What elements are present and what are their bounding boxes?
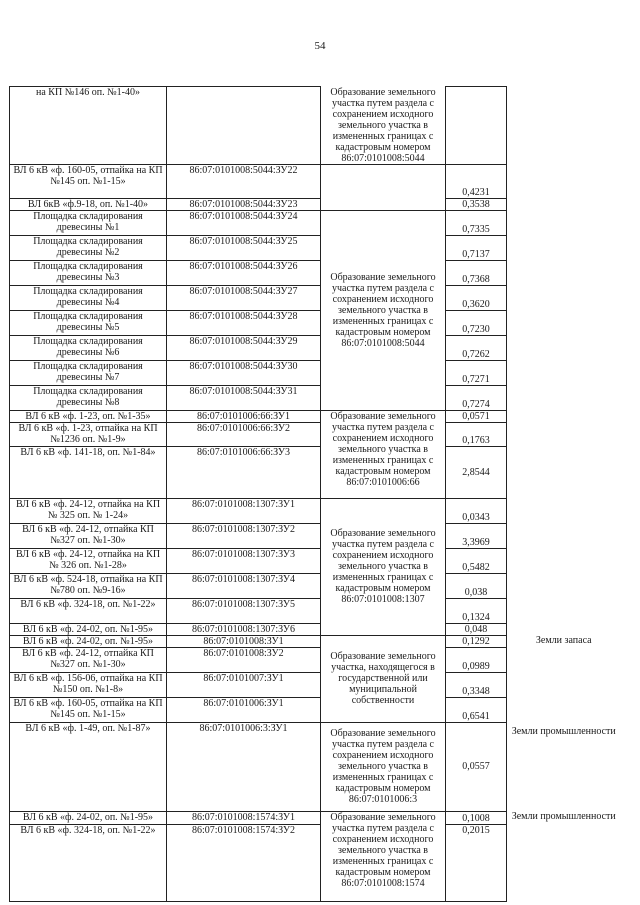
empty-category [507, 285, 621, 310]
formation-method: Образование земельного участка путем раздела с сохранением исходного земельного участка в измененных границах с кадастровым номером 86:07:0101006:66 [321, 410, 446, 498]
empty-category [507, 385, 621, 410]
table-row [10, 410, 621, 422]
area-value: 0,3620 [446, 285, 507, 310]
plot-name: на КП №146 оп. №1-40» [10, 87, 167, 165]
table-row [10, 548, 621, 573]
cadastral-number: 86:07:0101008:ЗУ2 [167, 647, 321, 672]
plot-name: ВЛ 6 кВ «ф. 24-12, отпайка КП №327 оп. №1-30» [10, 647, 167, 672]
table-row [10, 210, 621, 235]
plot-name: Площадка складирования древесины №2 [10, 235, 167, 260]
area-value: 0,1008 [446, 811, 507, 824]
plot-name: ВЛ 6 кВ «ф. 1-49, оп. №1-87» [10, 722, 167, 811]
empty-category [507, 235, 621, 260]
cadastral-number: 86:07:0101008:5044:ЗУ26 [167, 260, 321, 285]
area-value: 3,3969 [446, 523, 507, 548]
cadastral-number: 86:07:0101008:1307:ЗУ6 [167, 623, 321, 635]
table-row [10, 87, 621, 165]
empty-category [507, 260, 621, 285]
plot-name: ВЛ 6 кВ «ф. 1-23, оп. №1-35» [10, 410, 167, 422]
empty-category [507, 164, 621, 198]
cadastral-number: 86:07:0101006:3:ЗУ1 [167, 722, 321, 811]
table-row [10, 647, 621, 672]
cadastral-number: 86:07:0101008:1574:ЗУ2 [167, 824, 321, 901]
area-value: 0,7262 [446, 335, 507, 360]
plot-name: ВЛ 6 кВ «ф. 160-05, отпайка на КП №145 оп. №1-15» [10, 164, 167, 198]
area-value: 0,048 [446, 623, 507, 635]
formation-method: Образование земельного участка путем раздела с сохранением исходного земельного участка в измененных границах с кадастровым номером 86:07:0101008:5044 [321, 87, 446, 165]
plot-name: ВЛ 6 кВ «ф. 160-05, отпайка на КП №145 оп. №1-15» [10, 697, 167, 722]
plot-name: ВЛ 6 кВ «ф. 24-12, отпайка на КП № 325 оп. № 1-24» [10, 498, 167, 523]
area-value: 0,0989 [446, 647, 507, 672]
area-value: 0,6541 [446, 697, 507, 722]
empty-category [507, 548, 621, 573]
plot-name: ВЛ 6кВ «ф.9-18, оп. №1-40» [10, 198, 167, 210]
cadastral-number: 86:07:0101006:66:ЗУ1 [167, 410, 321, 422]
cadastral-number: 86:07:0101008:1307:ЗУ3 [167, 548, 321, 573]
cadastral-number: 86:07:0101008:5044:ЗУ27 [167, 285, 321, 310]
cadastral-number: 86:07:0101008:5044:ЗУ25 [167, 235, 321, 260]
plot-name: Площадка складирования древесины №5 [10, 310, 167, 335]
table-row [10, 285, 621, 310]
table-row [10, 335, 621, 360]
table-row [10, 164, 621, 198]
empty-category [507, 87, 621, 165]
plot-name: ВЛ 6 кВ «ф. 141-18, оп. №1-84» [10, 446, 167, 498]
area-value: 2,8544 [446, 446, 507, 498]
table-row [10, 385, 621, 410]
area-value [446, 87, 507, 165]
formation-method: Образование земельного участка путем раздела с сохранением исходного земельного участка в измененных границах с кадастровым номером 86:07:0101008:1574 [321, 811, 446, 901]
table-row [10, 697, 621, 722]
plot-name: Площадка складирования древесины №1 [10, 210, 167, 235]
cadastral-number: 86:07:0101008:ЗУ1 [167, 635, 321, 647]
plot-name: ВЛ 6 кВ «ф. 24-02, оп. №1-95» [10, 635, 167, 647]
table-row [10, 672, 621, 697]
table-row [10, 523, 621, 548]
empty-category [507, 697, 621, 722]
area-value: 0,0571 [446, 410, 507, 422]
empty-category [507, 647, 621, 672]
plot-name: ВЛ 6 кВ «ф. 1-23, отпайка на КП №1236 оп. №1-9» [10, 422, 167, 446]
area-value: 0,1324 [446, 598, 507, 623]
area-value: 0,7137 [446, 235, 507, 260]
table-row [10, 498, 621, 523]
area-value: 0,038 [446, 573, 507, 598]
cadastral-number: 86:07:0101008:1307:ЗУ2 [167, 523, 321, 548]
area-value: 0,0343 [446, 498, 507, 523]
empty-category [507, 523, 621, 548]
plot-name: ВЛ 6 кВ «ф. 524-18, отпайка на КП №780 оп. №9-16» [10, 573, 167, 598]
table-row [10, 722, 621, 811]
empty-category [507, 410, 621, 422]
table-row [10, 598, 621, 623]
land-category: Земли запаса [535, 635, 592, 646]
table-row [10, 198, 621, 210]
plot-name: Площадка складирования древесины №4 [10, 285, 167, 310]
plot-name: Площадка складирования древесины №8 [10, 385, 167, 410]
page-number: 54 [314, 40, 326, 52]
formation-method: Образование земельного участка путем раздела с сохранением исходного земельного участка в измененных границах с кадастровым номером 86:07:0101008:1307 [321, 498, 446, 635]
cadastral-number: 86:07:0101008:5044:ЗУ31 [167, 385, 321, 410]
land-category: Земли промышленности [511, 811, 616, 822]
plot-name: ВЛ 6 кВ «ф. 24-02, оп. №1-95» [10, 623, 167, 635]
empty-category [507, 310, 621, 335]
empty-category [507, 598, 621, 623]
plot-name: ВЛ 6 кВ «ф. 156-06, отпайка на КП №150 оп. №1-8» [10, 672, 167, 697]
plot-name: ВЛ 6 кВ «ф. 24-12, отпайка на КП № 326 оп. №1-28» [10, 548, 167, 573]
area-value: 0,1763 [446, 422, 507, 446]
formation-method: Образование земельного участка путем раздела с сохранением исходного земельного участка в измененных границах с кадастровым номером 86:07:0101006:3 [321, 722, 446, 811]
area-value: 0,2015 [446, 824, 507, 901]
formation-method-empty [321, 164, 446, 210]
table-row [10, 811, 621, 824]
formation-method: Образование земельного участка путем раздела с сохранением исходного земельного участка в измененных границах с кадастровым номером 86:07:0101008:5044 [321, 210, 446, 410]
area-value: 0,7335 [446, 210, 507, 235]
table-row [10, 623, 621, 635]
area-value: 0,5482 [446, 548, 507, 573]
table-row [10, 422, 621, 446]
empty-category [507, 623, 621, 635]
cadastral-number: 86:07:0101007:ЗУ1 [167, 672, 321, 697]
empty-category [507, 446, 621, 498]
table-row [10, 573, 621, 598]
plot-name: ВЛ 6 кВ «ф. 24-02, оп. №1-95» [10, 811, 167, 824]
cadastral-number: 86:07:0101008:1307:ЗУ5 [167, 598, 321, 623]
empty-category [507, 573, 621, 598]
land-plots-table [9, 86, 621, 902]
cadastral-number: 86:07:0101008:1307:ЗУ4 [167, 573, 321, 598]
empty-category [507, 498, 621, 523]
plot-name: ВЛ 6 кВ «ф. 24-12, отпайка КП №327 оп. №1-30» [10, 523, 167, 548]
cadastral-number: 86:07:0101006:66:ЗУ2 [167, 422, 321, 446]
table-row [10, 235, 621, 260]
land-category: Земли промышленности [511, 726, 616, 737]
area-value: 0,1292 [446, 635, 507, 647]
cadastral-number: 86:07:0101008:5044:ЗУ24 [167, 210, 321, 235]
empty-category [507, 672, 621, 697]
area-value: 0,4231 [446, 164, 507, 198]
table-row [10, 635, 621, 647]
plot-name: Площадка складирования древесины №7 [10, 360, 167, 385]
area-value: 0,0557 [446, 722, 507, 811]
area-value: 0,7230 [446, 310, 507, 335]
plot-name: ВЛ 6 кВ «ф. 324-18, оп. №1-22» [10, 598, 167, 623]
area-value: 0,7271 [446, 360, 507, 385]
empty-category [507, 198, 621, 210]
empty-category [507, 210, 621, 235]
cadastral-number: 86:07:0101008:5044:ЗУ29 [167, 335, 321, 360]
cadastral-number: 86:07:0101008:1307:ЗУ1 [167, 498, 321, 523]
cadastral-number: 86:07:0101008:1574:ЗУ1 [167, 811, 321, 824]
empty-category [507, 360, 621, 385]
area-value: 0,3348 [446, 672, 507, 697]
table-row [10, 360, 621, 385]
table-row [10, 260, 621, 285]
area-value: 0,3538 [446, 198, 507, 210]
cadastral-number: 86:07:0101008:5044:ЗУ22 [167, 164, 321, 198]
cadastral-number: 86:07:0101006:ЗУ1 [167, 697, 321, 722]
area-value: 0,7274 [446, 385, 507, 410]
cadastral-number: 86:07:0101008:5044:ЗУ28 [167, 310, 321, 335]
plot-name: Площадка складирования древесины №6 [10, 335, 167, 360]
plot-name: ВЛ 6 кВ «ф. 324-18, оп. №1-22» [10, 824, 167, 901]
cadastral-number [167, 87, 321, 165]
table-row [10, 310, 621, 335]
cadastral-number: 86:07:0101008:5044:ЗУ30 [167, 360, 321, 385]
table-row [10, 446, 621, 498]
cadastral-number: 86:07:0101008:5044:ЗУ23 [167, 198, 321, 210]
formation-method: Образование земельного участка, находящегося в государственной или муниципальной собственности [321, 635, 446, 722]
empty-category [507, 422, 621, 446]
empty-category [507, 335, 621, 360]
cadastral-number: 86:07:0101006:66:ЗУ3 [167, 446, 321, 498]
area-value: 0,7368 [446, 260, 507, 285]
plot-name: Площадка складирования древесины №3 [10, 260, 167, 285]
